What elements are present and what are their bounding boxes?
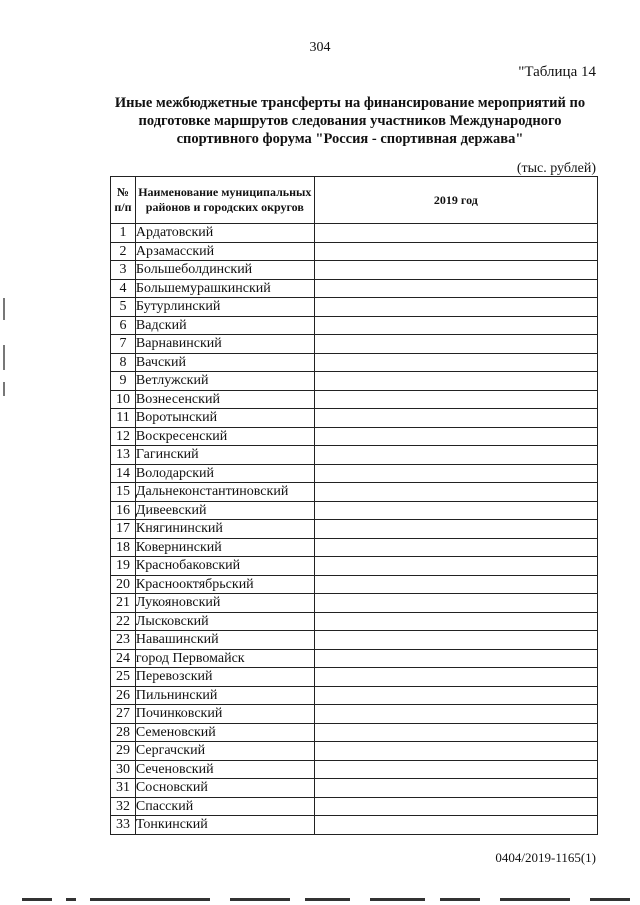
transfers-table bbox=[110, 176, 598, 835]
row-value bbox=[314, 464, 597, 483]
row-value bbox=[314, 797, 597, 816]
row-number: 22 bbox=[111, 612, 136, 631]
table-row bbox=[111, 390, 598, 409]
table-row bbox=[111, 409, 598, 428]
table-row bbox=[111, 464, 598, 483]
district-name: Вачский bbox=[135, 353, 314, 372]
row-number: 30 bbox=[111, 760, 136, 779]
district-name: Ковернинский bbox=[135, 538, 314, 557]
row-value bbox=[314, 261, 597, 280]
table-row bbox=[111, 575, 598, 594]
table-row bbox=[111, 224, 598, 243]
row-value bbox=[314, 390, 597, 409]
district-name: Воротынский bbox=[135, 409, 314, 428]
scan-artifact bbox=[305, 898, 350, 901]
scan-artifact bbox=[3, 382, 5, 396]
row-number: 24 bbox=[111, 649, 136, 668]
row-value bbox=[314, 427, 597, 446]
row-number: 2 bbox=[111, 242, 136, 261]
row-value bbox=[314, 668, 597, 687]
row-value bbox=[314, 483, 597, 502]
row-number: 20 bbox=[111, 575, 136, 594]
district-name: Арзамасский bbox=[135, 242, 314, 261]
district-name: город Первомайск bbox=[135, 649, 314, 668]
table-row bbox=[111, 797, 598, 816]
header-num: № п/п bbox=[111, 177, 136, 224]
row-number: 33 bbox=[111, 816, 136, 835]
scan-artifact bbox=[3, 298, 5, 320]
district-name: Семеновский bbox=[135, 723, 314, 742]
row-number: 3 bbox=[111, 261, 136, 280]
district-name: Краснооктябрьский bbox=[135, 575, 314, 594]
district-name: Краснобаковский bbox=[135, 557, 314, 576]
row-number: 25 bbox=[111, 668, 136, 687]
row-value bbox=[314, 723, 597, 742]
row-number: 17 bbox=[111, 520, 136, 539]
row-value bbox=[314, 538, 597, 557]
table-row bbox=[111, 816, 598, 835]
district-name: Вадский bbox=[135, 316, 314, 335]
row-value bbox=[314, 520, 597, 539]
district-name: Дивеевский bbox=[135, 501, 314, 520]
row-number: 15 bbox=[111, 483, 136, 502]
row-value bbox=[314, 409, 597, 428]
table-row bbox=[111, 279, 598, 298]
district-name: Спасский bbox=[135, 797, 314, 816]
district-name: Ветлужский bbox=[135, 372, 314, 391]
row-number: 13 bbox=[111, 446, 136, 465]
document-title: Иные межбюджетные трансферты на финансирование мероприятий по подготовке маршрутов следования участников Международного спортивного форума "Россия - спортивная держава" bbox=[114, 95, 586, 147]
district-name: Большеболдинский bbox=[135, 261, 314, 280]
row-value bbox=[314, 612, 597, 631]
table-row bbox=[111, 631, 598, 650]
table-row bbox=[111, 686, 598, 705]
scan-artifact bbox=[66, 898, 76, 901]
district-name: Володарский bbox=[135, 464, 314, 483]
scan-artifact bbox=[440, 898, 480, 901]
row-number: 5 bbox=[111, 298, 136, 317]
row-value bbox=[314, 316, 597, 335]
row-value bbox=[314, 298, 597, 317]
table-row bbox=[111, 594, 598, 613]
row-number: 4 bbox=[111, 279, 136, 298]
row-value bbox=[314, 353, 597, 372]
row-value bbox=[314, 501, 597, 520]
row-number: 11 bbox=[111, 409, 136, 428]
row-value bbox=[314, 816, 597, 835]
row-number: 31 bbox=[111, 779, 136, 798]
row-number: 16 bbox=[111, 501, 136, 520]
page-number: 304 bbox=[309, 40, 331, 55]
district-name: Сосновский bbox=[135, 779, 314, 798]
table-row bbox=[111, 742, 598, 761]
row-value bbox=[314, 686, 597, 705]
table-row bbox=[111, 261, 598, 280]
row-value bbox=[314, 279, 597, 298]
table-row bbox=[111, 298, 598, 317]
row-value bbox=[314, 594, 597, 613]
table-reference: "Таблица 14 bbox=[518, 64, 596, 80]
district-name: Сеченовский bbox=[135, 760, 314, 779]
district-name: Лукояновский bbox=[135, 594, 314, 613]
table-row bbox=[111, 316, 598, 335]
table-row bbox=[111, 557, 598, 576]
row-value bbox=[314, 335, 597, 354]
district-name: Княгининский bbox=[135, 520, 314, 539]
district-name: Дальнеконстантиновский bbox=[135, 483, 314, 502]
row-value bbox=[314, 631, 597, 650]
row-number: 32 bbox=[111, 797, 136, 816]
row-number: 18 bbox=[111, 538, 136, 557]
table-row bbox=[111, 723, 598, 742]
row-number: 10 bbox=[111, 390, 136, 409]
district-name: Сергачский bbox=[135, 742, 314, 761]
row-value bbox=[314, 446, 597, 465]
row-number: 21 bbox=[111, 594, 136, 613]
scan-artifact bbox=[590, 898, 630, 901]
row-number: 27 bbox=[111, 705, 136, 724]
row-value bbox=[314, 742, 597, 761]
table-row bbox=[111, 538, 598, 557]
district-name: Бутурлинский bbox=[135, 298, 314, 317]
row-value bbox=[314, 372, 597, 391]
row-value bbox=[314, 779, 597, 798]
table-row bbox=[111, 242, 598, 261]
row-value bbox=[314, 242, 597, 261]
table-row bbox=[111, 612, 598, 631]
row-number: 28 bbox=[111, 723, 136, 742]
district-name: Лысковский bbox=[135, 612, 314, 631]
scan-artifact bbox=[3, 345, 5, 370]
scan-artifact bbox=[22, 898, 52, 901]
district-name: Навашинский bbox=[135, 631, 314, 650]
district-name: Большемурашкинский bbox=[135, 279, 314, 298]
district-name: Варнавинский bbox=[135, 335, 314, 354]
table-row bbox=[111, 372, 598, 391]
row-value bbox=[314, 705, 597, 724]
units-label: (тыс. рублей) bbox=[516, 161, 596, 176]
row-number: 19 bbox=[111, 557, 136, 576]
row-number: 7 bbox=[111, 335, 136, 354]
table-row bbox=[111, 649, 598, 668]
header-name: Наименование муниципальных районов и городских округов bbox=[135, 177, 314, 224]
district-name: Перевозский bbox=[135, 668, 314, 687]
district-name: Ардатовский bbox=[135, 224, 314, 243]
row-number: 12 bbox=[111, 427, 136, 446]
scan-artifact bbox=[500, 898, 570, 901]
row-number: 9 bbox=[111, 372, 136, 391]
table-row bbox=[111, 427, 598, 446]
row-number: 8 bbox=[111, 353, 136, 372]
table-row bbox=[111, 446, 598, 465]
district-name: Тонкинский bbox=[135, 816, 314, 835]
row-value bbox=[314, 575, 597, 594]
district-name: Гагинский bbox=[135, 446, 314, 465]
header-year: 2019 год bbox=[314, 177, 597, 224]
scan-artifact bbox=[370, 898, 425, 901]
table-row bbox=[111, 705, 598, 724]
row-value bbox=[314, 224, 597, 243]
table-row bbox=[111, 520, 598, 539]
scan-artifact bbox=[90, 898, 210, 901]
row-value bbox=[314, 649, 597, 668]
row-value bbox=[314, 557, 597, 576]
scan-artifact bbox=[230, 898, 290, 901]
row-number: 26 bbox=[111, 686, 136, 705]
table-row bbox=[111, 779, 598, 798]
document-code: 0404/2019-1165(1) bbox=[495, 850, 596, 865]
district-name: Пильнинский bbox=[135, 686, 314, 705]
table-header-row bbox=[111, 177, 598, 224]
row-number: 6 bbox=[111, 316, 136, 335]
table-row bbox=[111, 668, 598, 687]
table-row bbox=[111, 335, 598, 354]
table-row bbox=[111, 760, 598, 779]
table-row bbox=[111, 483, 598, 502]
row-value bbox=[314, 760, 597, 779]
district-name: Починковский bbox=[135, 705, 314, 724]
row-number: 1 bbox=[111, 224, 136, 243]
table-row bbox=[111, 353, 598, 372]
district-name: Вознесенский bbox=[135, 390, 314, 409]
row-number: 29 bbox=[111, 742, 136, 761]
row-number: 14 bbox=[111, 464, 136, 483]
district-name: Воскресенский bbox=[135, 427, 314, 446]
row-number: 23 bbox=[111, 631, 136, 650]
table-row bbox=[111, 501, 598, 520]
